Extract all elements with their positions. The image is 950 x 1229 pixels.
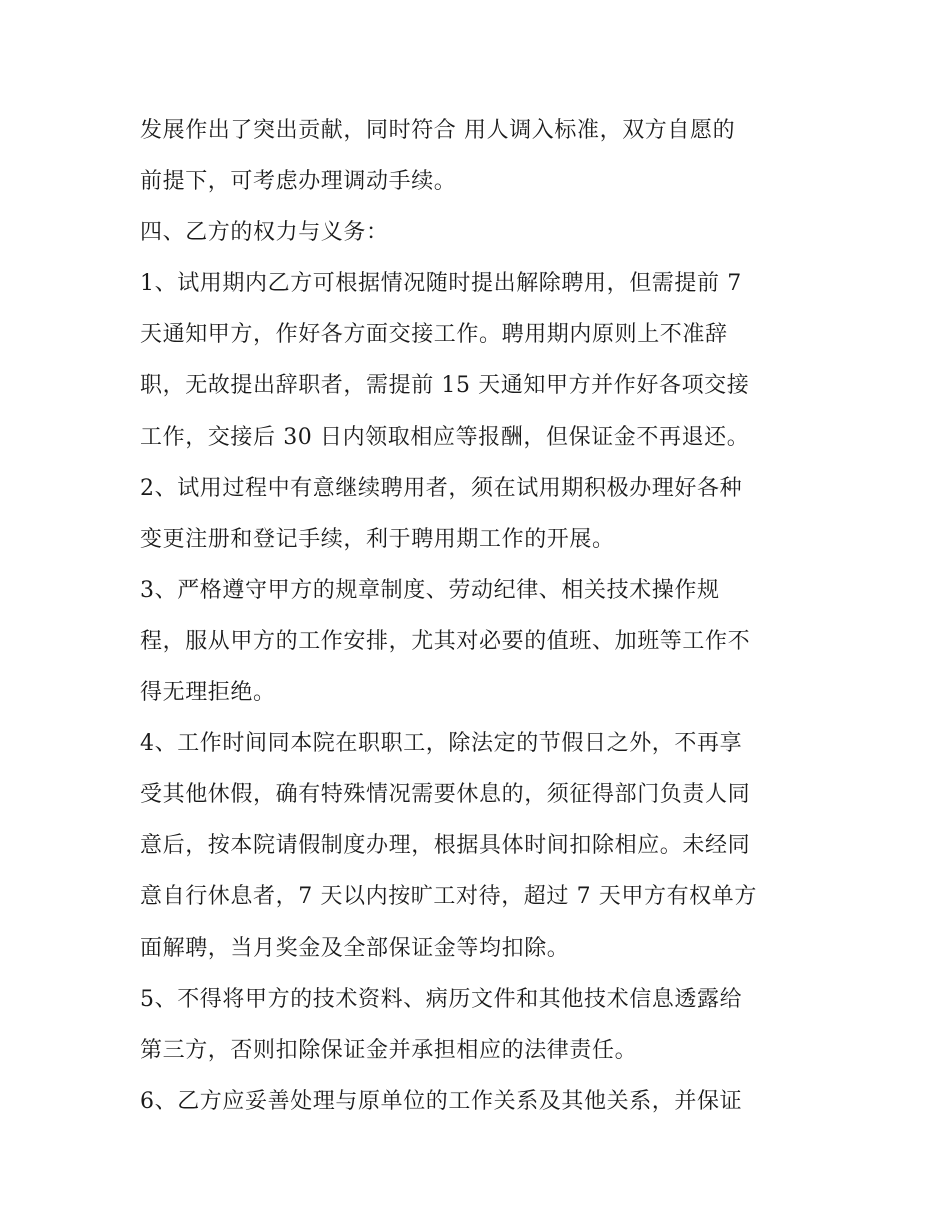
- text-line: 4、工作时间同本院在职职工，除法定的节假日之外，不再享: [140, 731, 743, 757]
- text-line: 程，服从甲方的工作安排，尤其对必要的值班、加班等工作不: [140, 628, 751, 654]
- text-line: 发展作出了突出贡献，同时符合 用人调入标准，双方自愿的: [140, 118, 736, 143]
- text-line: 2、试用过程中有意继续聘用者，须在试用期积极办理好各种: [140, 475, 743, 501]
- text-line: 意自行休息者，7 天以内按旷工对待，超过 7 天甲方有权单方: [140, 884, 757, 910]
- section-heading: 四、乙方的权力与义务：: [140, 220, 389, 246]
- text-line: 天通知甲方，作好各方面交接工作。聘用期内原则上不准辞: [140, 322, 728, 348]
- text-line: 第三方，否则扣除保证金并承担相应的法律责任。: [140, 1037, 638, 1063]
- text-line: 前提下，可考虑办理调动手续。: [140, 169, 457, 195]
- text-line: 变更注册和登记手续，利于聘用期工作的开展。: [140, 526, 615, 552]
- text-line: 工作，交接后 30 日内领取相应等报酬，但保证金不再退还。: [140, 424, 750, 450]
- text-line: 面解聘，当月奖金及全部保证金等均扣除。: [140, 935, 570, 961]
- document-body: [140, 105, 830, 1127]
- text-line: 意后，按本院请假制度办理，根据具体时间扣除相应。未经同: [140, 833, 751, 859]
- text-line: 5、不得将甲方的技术资料、病历文件和其他技术信息透露给: [140, 986, 743, 1012]
- text-line: 3、严格遵守甲方的规章制度、劳动纪律、相关技术操作规: [140, 577, 720, 603]
- text-line: 受其他休假，确有特殊情况需要休息的，须征得部门负责人同: [140, 782, 751, 808]
- text-line: 得无理拒绝。: [140, 680, 276, 706]
- text-line: 6、乙方应妥善处理与原单位的工作关系及其他关系，并保证: [140, 1088, 743, 1114]
- text-line: 职，无故提出辞职者，需提前 15 天通知甲方并作好各项交接: [140, 373, 750, 399]
- text-line: 1、试用期内乙方可根据情况随时提出解除聘用，但需提前 7: [140, 271, 742, 297]
